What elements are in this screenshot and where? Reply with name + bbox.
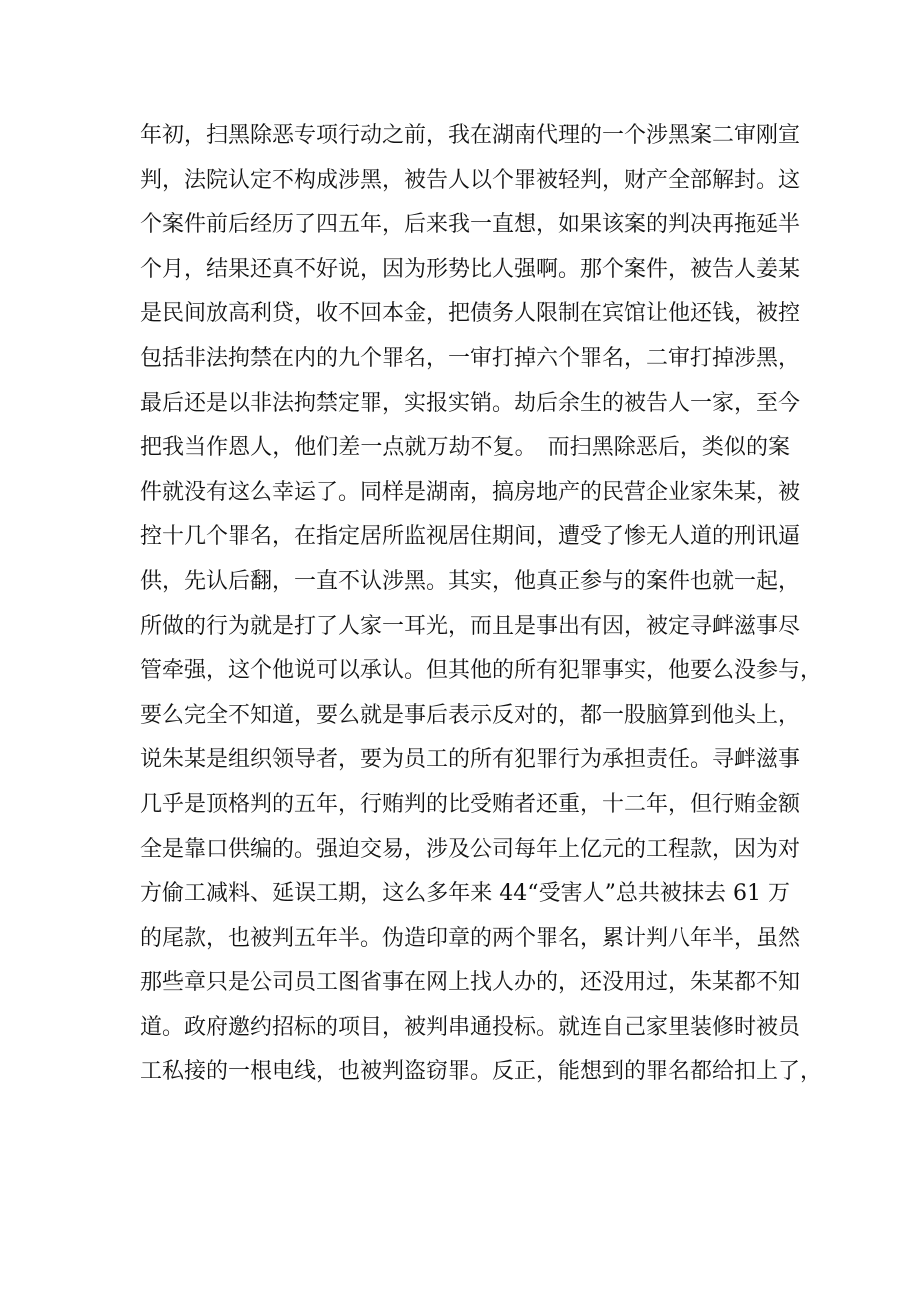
text-line-9: 件就没有这么幸运了。同样是湖南，搞房地产的民营企业家朱某，被 [140,479,801,505]
text-line-16: 几乎是顶格判的五年，行贿判的比受贿者还重，十二年，但行贿金额 [140,791,801,817]
body-text [140,114,823,1095]
text-line-17: 全是靠口供编的。强迫交易，涉及公司每年上亿元的工程款，因为对 [140,836,801,862]
text-line-5: 是民间放高利贷，收不回本金，把债务人限制在宾馆让他还钱，被控 [140,301,801,327]
text-line-3: 个案件前后经历了四五年，后来我一直想，如果该案的判决再拖延半 [140,212,801,238]
text-line-18: 方偷工减料、延误工期，这么多年来 44“受害人”总共被抹去 61 万 [140,881,790,907]
text-line-14: 要么完全不知道，要么就是事后表示反对的，都一股脑算到他头上， [140,702,801,728]
text-line-4: 个月，结果还真不好说，因为形势比人强啊。那个案件，被告人姜某 [140,256,801,282]
text-line-13: 管牵强，这个他说可以承认。但其他的所有犯罪事实，他要么没参与， [140,658,823,684]
text-line-6: 包括非法拘禁在内的九个罪名，一审打掉六个罪名，二审打掉涉黑， [140,345,801,371]
text-line-15: 说朱某是组织领导者，要为员工的所有犯罪行为承担责任。寻衅滋事 [140,747,801,773]
text-line-8: 把我当作恩人，他们差一点就万劫不复。 而扫黑除恶后，类似的案 [140,435,790,461]
text-line-21: 道。政府邀约招标的项目，被判串通投标。就连自己家里装修时被员 [140,1014,801,1040]
text-line-11: 供，先认后翻，一直不认涉黑。其实，他真正参与的案件也就一起， [140,568,801,594]
text-line-12: 所做的行为就是打了人家一耳光，而且是事出有因，被定寻衅滋事尽 [140,613,801,639]
text-line-2: 判，法院认定不构成涉黑，被告人以个罪被轻判，财产全部解封。这 [140,167,801,193]
text-line-22: 工私接的一根电线，也被判盗窃罪。反正，能想到的罪名都给扣上了， [140,1059,823,1085]
text-line-19: 的尾款，也被判五年半。伪造印章的两个罪名，累计判八年半，虽然 [140,925,801,951]
text-line-20: 那些章只是公司员工图省事在网上找人办的，还没用过，朱某都不知 [140,970,801,996]
text-line-10: 控十几个罪名，在指定居所监视居住期间，遭受了惨无人道的刑讯逼 [140,524,801,550]
text-line-7: 最后还是以非法拘禁定罪，实报实销。劫后余生的被告人一家，至今 [140,390,801,416]
text-line-1: 年初，扫黑除恶专项行动之前，我在湖南代理的一个涉黑案二审刚宣 [140,123,801,148]
